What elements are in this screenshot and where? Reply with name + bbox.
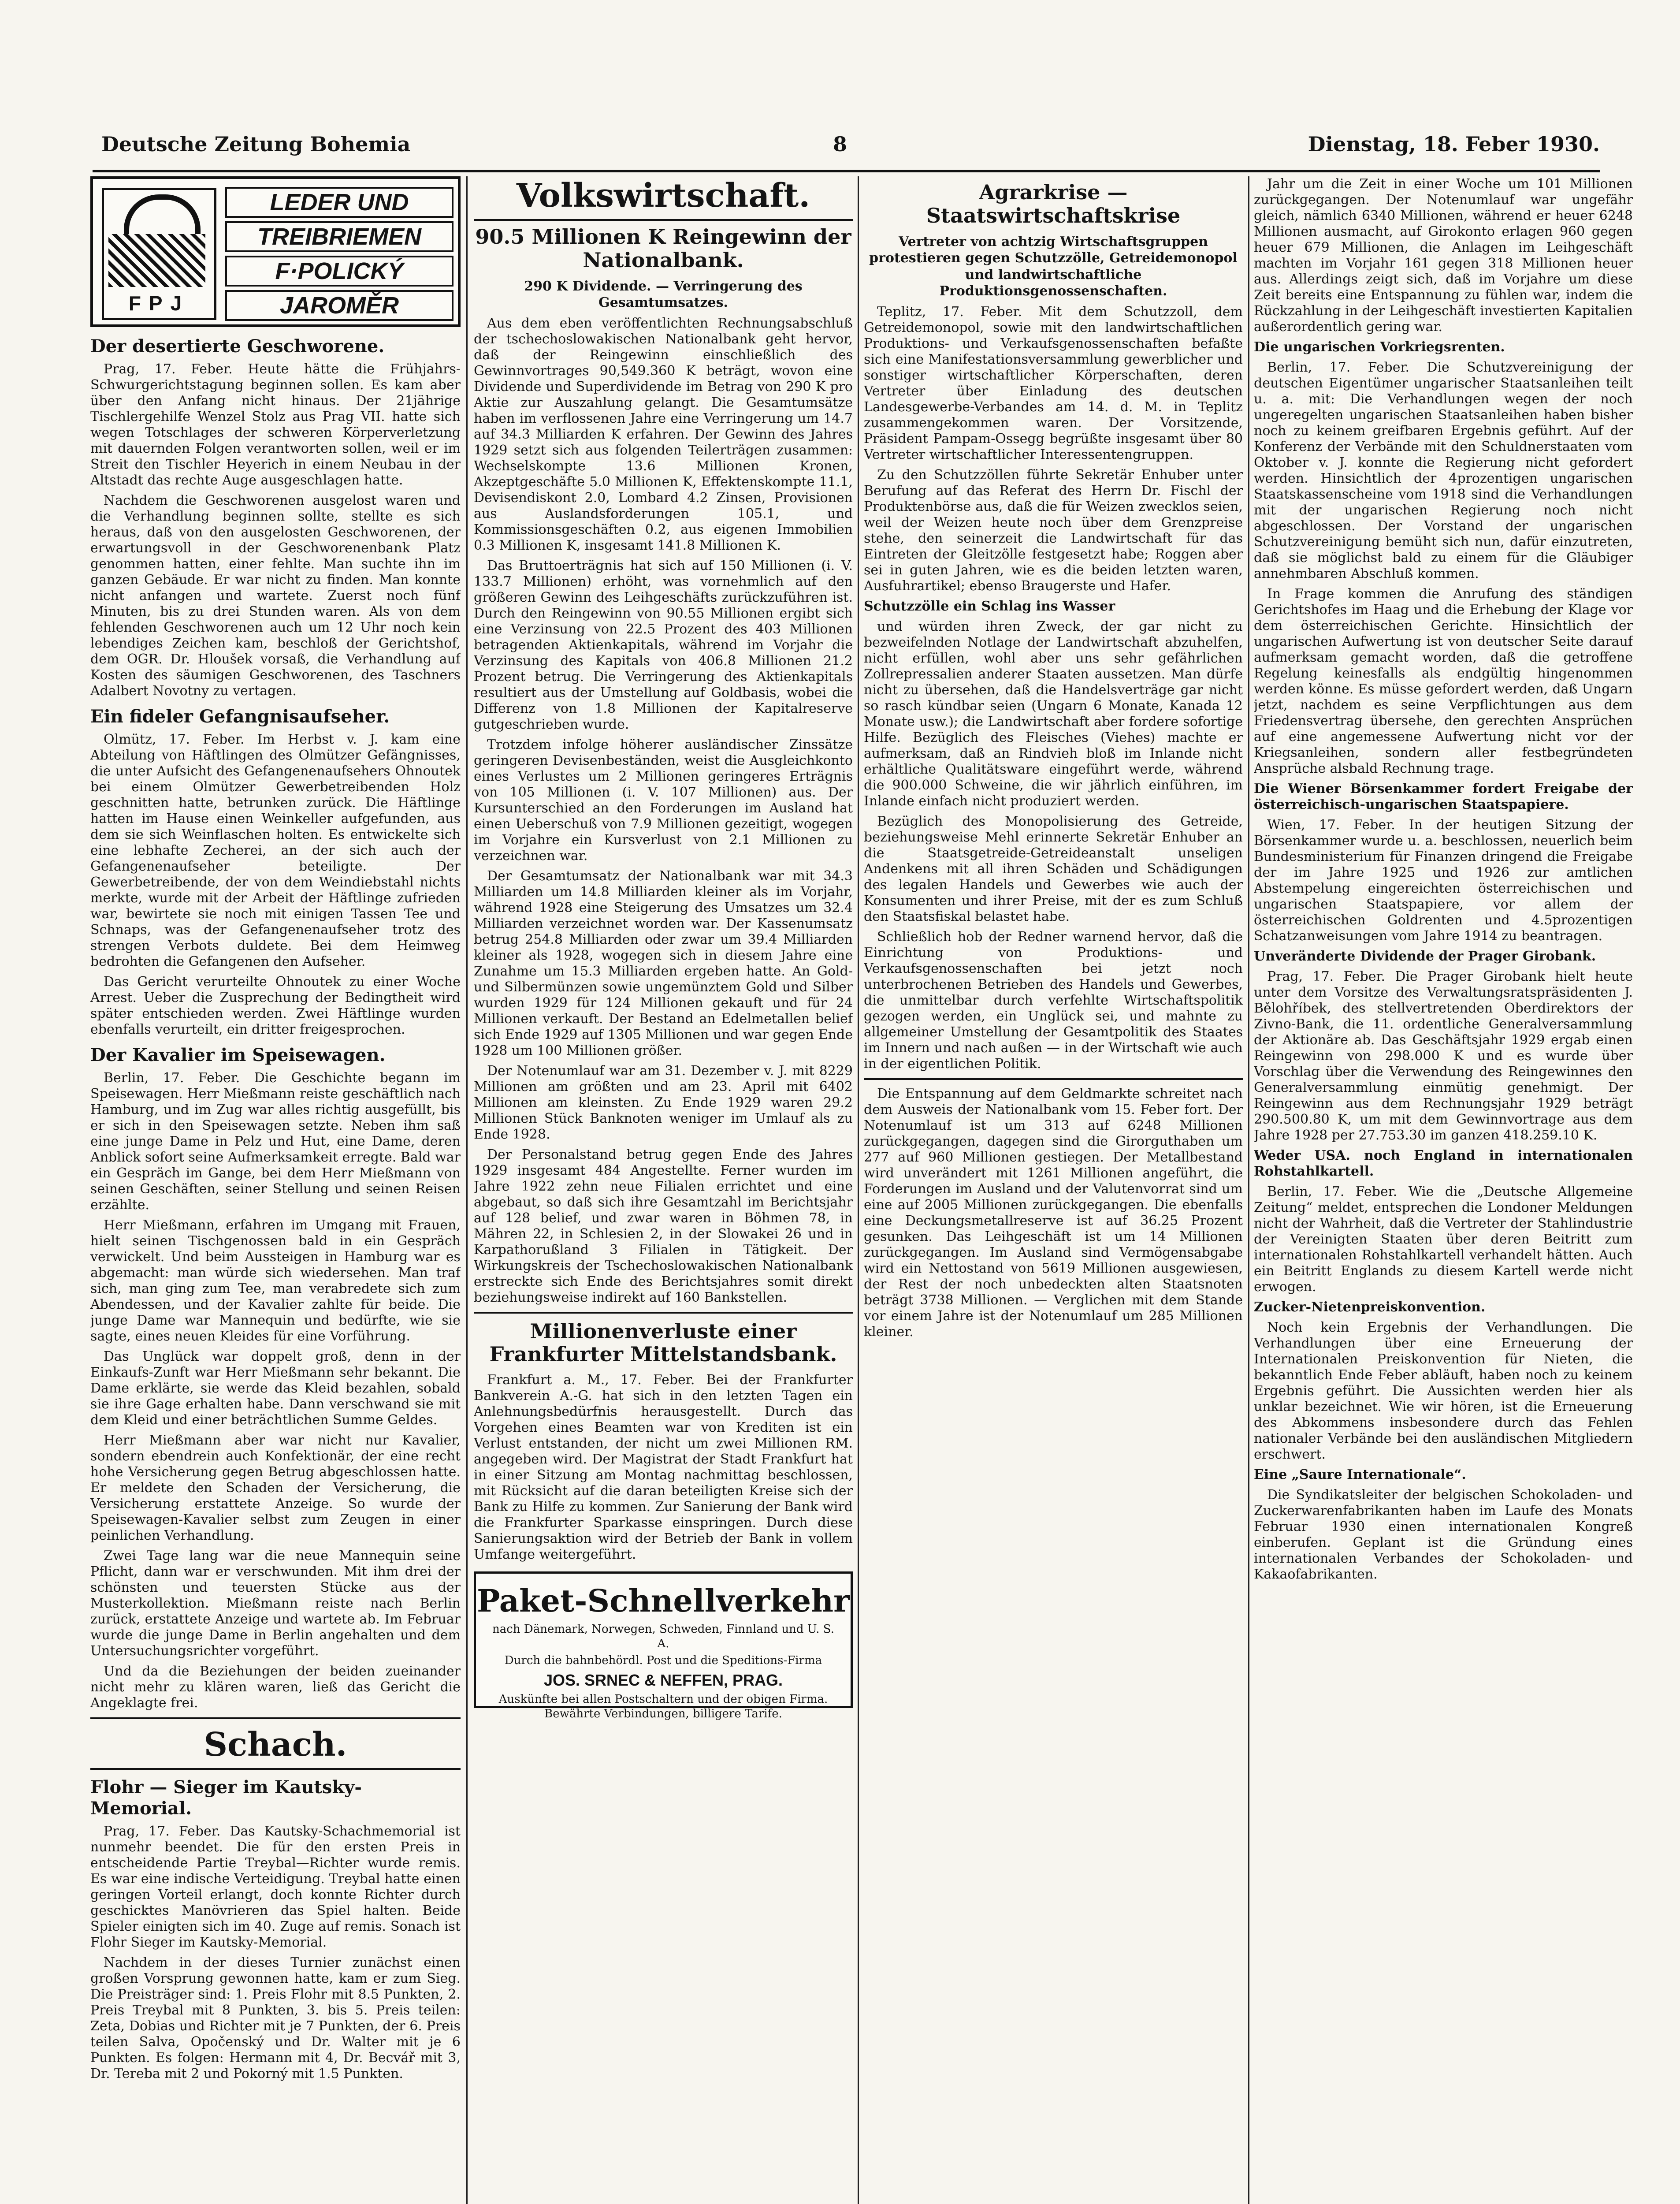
article-paragraph: Olmütz, 17. Feber. Im Herbst v. J. kam eine Abteilung von Häftlingen des Olmützer Gefängnisses, die unter Aufsicht des Gefangenenaufsehers Ohnoutek bei einem Olmützer Gewerbetreibenden Holz geschnitten hatte, betrunken zurück. Die Häftlinge hatten im Hause einen Weinkeller aufgefunden, aus dem sie sich Weinflaschen holten. Es entwickelte sich eine lebhafte Zecherei, an der sich auch der Gefangenenaufseher beteiligte. Der Gewerbetreibende, der von dem Weindiebstahl nichts merkte, wurde mit der Arbeit der Häftlinge zufrieden war, bewirtete sie noch mit einigen Tassen Tee und Schnaps, was der Gefangenenaufseher trotz des strengen Verbots duldete. Bei dem Heimweg bedrohten die Gefangenen den Aufseher. <box>90 732 461 969</box>
header-rule <box>93 170 1600 172</box>
article-subheading: Zucker-Nietenpreiskonvention. <box>1254 1299 1486 1315</box>
article-paragraph: Noch kein Ergebnis der Verhandlungen. Die Verhandlungen über eine Erneuerung der Internationalen Preiskonvention für Nieten, die bekanntlich Ende Feber abläuft, haben noch zu keinem Ergebnis geführt. Die Aussichten werden hier als unklar bezeichnet. Wie wir hören, ist die Erneuerung des Abkommens insbesondere durch das Fehlen nationaler Verbände bei den ausländischen Mitgliedern erschwert. <box>1254 1320 1633 1462</box>
section-title-chess: Schach. <box>90 1725 461 1770</box>
ad-line: Auskünfte bei allen Postschaltern und der obigen Firma. Bewährte Verbindungen, billigere Tarife. <box>498 1693 828 1720</box>
article-paragraph: Herr Mießmann, erfahren im Umgang mit Frauen, hielt seinen Tischgenossen bald in ein Gespräch verwickelt. Und beim Aussteigen in Hamburg war es abgemacht: man würde sich wiedersehen. Man traf sich, man ging zum Tee, man verabredete sich zum Abendessen, und der Kavalier zahlte für beide. Die junge Dame war Mannequin und bedürfte, wie sie sagte, eines neuen Kleides für eine Vorführung. <box>90 1217 461 1344</box>
article-headline: 90.5 Millionen K Reingewinn der Nationalbank. <box>475 224 851 272</box>
ad-line: nach Dänemark, Norwegen, Schweden, Finnland und U. S. A. <box>492 1623 834 1650</box>
article-paragraph: Zu den Schutzzöllen führte Sekretär Enhuber unter Berufung auf das Referat des Herrn Dr. Fischl der Produktenbörse aus, daß die für Weizen zwecklos seien, weil der Weizen heute noch über dem Grenzpreise stehe, den seinerzeit die Landwirtschaft für das Eintreten der Gleitzölle festgesetzt habe; Roggen aber sei in guten Jahren, wie es die beiden letzten waren, Ausfuhrartikel; ebenso Braugerste und Hafer. <box>864 467 1243 594</box>
article-paragraph: Berlin, 17. Feber. Wie die „Deutsche Allgemeine Zeitung“ meldet, entsprechen die Londoner Meldungen nicht der Wahrheit, daß die Vertreter der Stahlindustrie der Vereinigten Staaten über deren Beitritt zum internationalen Rohstahlkartell verhandelt hätten. Auch ein Beitritt Englands zu diesem Kartell werde nicht erwogen. <box>1254 1184 1633 1295</box>
article-paragraph: Nachdem die Geschworenen ausgelost waren und die Verhandlung beginnen sollte, stellte es sich heraus, daß von den ausgelosten Geschworenen, der erwartungsvoll in der Geschworenenbank Platz genommen hatten, einer fehlte. Man suchte ihn im ganzen Gebäude. Er war nicht zu finden. Man konnte nicht anfangen und wartete. Zuerst noch fünf Minuten, bis zu drei Stunden waren. Als von dem fehlenden Geschworenen auch um 12 Uhr noch kein lebendiges Zeichen kam, beschloß der Gerichtshof, dem OGR. Dr. Hloušek vorsaß, die Verhandlung auf Kosten des säumigen Geschworenen, des Taschners Adalbert Novotny zu vertagen. <box>90 493 461 699</box>
article-subheading: Eine „Saure Internationale“. <box>1254 1467 1466 1482</box>
article-headline: Millionenverluste einer Frankfurter Mittelstandsbank. <box>489 1319 837 1366</box>
article-paragraph: Prag, 17. Feber. Das Kautsky-Schachmemorial ist nunmehr beendet. Die für den ersten Preis in entscheidende Partie Treybal—Richter wurde remis. Es war eine indische Verteidigung. Treybal hatte einen geringen Vorteil erlangt, doch konnte Richter durch geschicktes Manövrieren das Spiel halten. Beide Spieler einigten sich im 40. Zuge auf remis. Sonach ist Flohr Sieger im Kautsky-Memorial. <box>90 1823 461 1950</box>
article-paragraph: Prag, 17. Feber. Heute hätte die Frühjahrs-Schwurgerichtstagung beginnen sollen. Es kam aber über den Anfang nicht hinaus. Der 21jährige Tischlergehilfe Wenzel Stolz aus Prag VII. hatte sich wegen Totschlages der schweren Körperverletzung mit dauernden Folgen verantworten sollen, weil er im Streit den Tischler Heyerich in einem Neubau in der Altstadt das rechte Auge ausgeschlagen hatte. <box>90 361 461 488</box>
advertisement-leder <box>90 176 461 327</box>
article-lead: 290 K Dividende. — Verringerung des Gesamtumsatzes. <box>524 278 803 311</box>
article-paragraph: Die Syndikatsleiter der belgischen Schokoladen- und Zuckerwarenfabrikanten haben im Laufe des Monats Februar 1930 einen internationalen Kongreß einberufen. Geplant ist die Gründung eines internationalen Verbandes der Schokoladen- und Kakaofabrikanten. <box>1254 1487 1633 1582</box>
article-paragraph: Schließlich hob der Redner warnend hervor, daß die Einrichtung von Produktions- und Verkaufsgenossenschaften bei jetzt noch unterbrochenen Betrieben des Handels und Gewerbes, die unmittelbar durch verfehlte Wirtschaftspolitik gezogen werden, ein Unglück sei, und mahnte zu allgemeiner Umstellung der Gesamtpolitik des Staates im Innern und nach außen — in der Wirtschaft wie auch in der eigentlichen Politik. <box>864 929 1243 1072</box>
ad-line: F·POLICKÝ <box>225 256 453 287</box>
ad-line: Durch die bahnbehördl. Post und die Speditions-Firma <box>504 1654 822 1668</box>
article-headline: Der desertierte Geschworene. <box>90 336 385 357</box>
article-paragraph: Und da die Beziehungen der beiden zueinander nicht mehr zu klären waren, ließ das Gericht die Angeklagte frei. <box>90 1664 461 1711</box>
article-paragraph: Aus dem eben veröffentlichten Rechnungsabschluß der tschechoslowakischen Nationalbank geht hervor, daß der Reingewinn einschließlich des Gewinnvortrages 90,549.360 K beträgt, wovon eine Dividende und Superdividende im Betrag von 290 K pro Aktie zur Auszahlung gelangt. Die Gesamtumsätze haben im verflossenen Jahre eine Verringerung um 14.7 auf 34.3 Milliarden K erfahren. Der Gewinn des Jahres 1929 setzt sich aus folgenden Teilerträgen zusammen: Wechselskompte 13.6 Millionen Kronen, Akzeptgeschäfte 5.0 Millionen K, Effektenskompte 11.1, Devisendiskont 2.0, Lombard 4.2 Zinsen, Provisionen aus Auslandsforderungen 105.1, und Kommissionsgeschäften 0.2, aus eigenen Immobilien 0.3 Millionen K, insgesamt 141.8 Millionen K. <box>474 315 853 553</box>
page-header <box>101 132 1600 163</box>
column-rule <box>858 176 859 2204</box>
article-headline: Ein fideler Gefangnisaufseher. <box>90 706 390 727</box>
section-divider <box>864 1078 1243 1080</box>
advertisement-paket <box>474 1571 853 1720</box>
article-paragraph: In Frage kommen die Anrufung des ständigen Gerichtshofes im Haag und die Erhebung der Klage vor dem österreichischen Gerichte. Hinsichtlich der ungarischen Aufwertung ist von deutscher Seite darauf aufmerksam gemacht worden, daß die getroffene Regelung keinesfalls als endgültig hingenommen werden könne. Es müsse gefordert werden, daß Ungarn jetzt, nachdem es seine Verpflichtungen aus dem Friedensvertrag übersehe, den gerechten Ansprüchen auf eine angemessene Aufwertung nicht vor der Kriegsanleihen, sondern aller festbegründeten Ansprüche alsbald Rechnung trage. <box>1254 586 1633 776</box>
article-headline: Der Kavalier im Speisewagen. <box>90 1045 386 1065</box>
article-paragraph: Nachdem in der dieses Turnier zunächst einen großen Vorsprung gewonnen hatte, kam er zum Sieg. Die Preisträger sind: 1. Preis Flohr mit 8.5 Punkten, 2. Preis Treybal mit 8 Punkten, 3. bis 5. Preis teilen: Zeta, Dobias und Richter mit je 7 Punkten, der 6. Preis teilen Salva, Opočenský und Dr. Walter mit je 6 Punkten. Es folgen: Hermann mit 4, Dr. Becvář mit 3, Dr. Tereba mit 2 und Pokorný mit 1.5 Punkten. <box>90 1955 461 2081</box>
section-divider <box>90 1717 461 1719</box>
article-headline: Flohr — Sieger im Kautsky-Memorial. <box>90 1776 362 1819</box>
article-headline: Agrarkrise — Staatswirtschaftskrise <box>926 180 1181 227</box>
article-paragraph: Bezüglich des Monopolisierung des Getreide, beziehungsweise Mehl erinnerte Sekretär Enhuber an die Staatsgetreide-Getreideanstalt unseligen Andenkens mit all ihren Schäden und Schädigungen des legalen Handels und Gewerbes wie auch der Konsumenten und ihrer Preise, mit der es zum Schluß den Staatsfiskal belastet habe. <box>864 813 1243 924</box>
header-page-number: 8 <box>833 132 847 156</box>
article-paragraph: Der Gesamtumsatz der Nationalbank war mit 34.3 Milliarden um 14.8 Milliarden kleiner als im Vorjahr, während 1928 eine Steigerung des Umsatzes um 32.4 Milliarden verzeichnet worden war. Der Kassenumsatz betrug 254.8 Milliarden oder zwar um 39.4 Milliarden kleiner als 1928, wogegen sich in diesem Jahre eine Zunahme um 15.3 Milliarden ergeben hatte. An Gold- und Silbermünzen sowie ungemünztem Gold und Silber wurden 1929 für 124 Millionen gekauft und für 24 Millionen verkauft. Der Bestand an Edelmetallen belief sich Ende 1929 auf 1305 Millionen und war gegen Ende 1928 um 100 Millionen größer. <box>474 868 853 1058</box>
column-4 <box>1254 176 1633 2204</box>
article-paragraph: Trotzdem infolge höherer ausländischer Zinssätze geringeren Devisenbeständen, weist die Ausgleichkonto eines Verlustes um 2 Millionen geringeres Erträgnis von 105 Millionen (i. V. 107 Millionen) aus. Der Kursunterschied an den Forderungen im Ausland hat einen Ueberschuß von 7.9 Millionen gezeitigt, wogegen im Vorjahre ein Kursverlust von 2.1 Millionen zu verzeichnen war. <box>474 737 853 864</box>
ad-company: JOS. SRNEC & NEFFEN, PRAG. <box>543 1671 783 1689</box>
article-subheading: Schutzzölle ein Schlag ins Wasser <box>864 598 1115 614</box>
article-paragraph: Jahr um die Zeit in einer Woche um 101 Millionen zurückgegangen. Der Notenumlauf war ungefähr gleich, nämlich 6340 Millionen, während er heuer 6248 Millionen ausmacht, auf Girokonto erlagen 960 gegen heuer 679 Millionen, die Anlagen im Leihgeschäft machten im Vorjahr 161 gegen 318 Millionen heuer aus. Allerdings zeigt sich, daß im Vorjahre um diese Zeit bereits eine Entspannung zu fühlen war, indem die Rückzahlung in der Leihgeschäft investierten Kapitalien außerordentlich gering war. <box>1254 176 1633 335</box>
column-rule <box>1248 176 1249 2204</box>
ad-line: LEDER UND <box>225 187 453 218</box>
article-paragraph: Das Gericht verurteilte Ohnoutek zu einer Woche Arrest. Ueber die Zusprechung der Bedingtheit wird später entschieden werden. Zwei Häftlinge wurden ebenfalls verurteilt, ein dritter freigesprochen. <box>90 974 461 1037</box>
article-paragraph: Das Bruttoerträgnis hat sich auf 150 Millionen (i. V. 133.7 Millionen) erhöht, was vornehmlich auf den größeren Gewinn des Leihgeschäfts zurückzuführen ist. Durch den Reingewinn von 90.55 Millionen ergibt sich eine Verzinsung von 22.5 Prozent des 403 Millionen betragenden Aktienkapitals, während im Vorjahr die Verzinsung des Kapitals von 406.8 Millionen 21.2 Prozent betrug. Die Verringerung des Aktienkapitals resultiert aus der Umstellung auf Goldbasis, wobei die Differenz von 1.8 Millionen der Kapitalreserve gutgeschrieben wurde. <box>474 558 853 732</box>
column-2 <box>474 176 853 2204</box>
article-paragraph: Berlin, 17. Feber. Die Geschichte begann im Speisewagen. Herr Mießmann reiste geschäftlich nach Hamburg, und im Zug war alles richtig ausgefüllt, bis er sich in den Speisewagen setzte. Neben ihm saß eine junge Dame in Pelz und Hut, eine Dame, deren Anblick sofort seine Aufmerksamkeit erregte. Bald war ein Gespräch im Gange, bei dem Herr Mießmann von seinen Geschäften, seiner Stellung und seinen Reisen erzählte. <box>90 1070 461 1213</box>
article-paragraph: Berlin, 17. Feber. Die Schutzvereinigung der deutschen Eigentümer ungarischer Staatsanleihen teilt u. a. mit: Die Verhandlungen wegen der noch ungeregelten ungarischen Staatsanleihen haben bisher noch zu keinem greifbaren Ergebnis geführt. Auf der Konferenz der Verbände mit den Schuldnerstaaten vom Oktober v. J. konnte die Regierung nicht gefordert werden. Hinsichtlich der 4prozentigen ungarischen Staatskassenscheine vom 1918 sind die Verhandlungen mit der ungarischen Regierung noch nicht abgeschlossen. Der Vorstand der ungarischen Schutzvereinigung bemüht sich nun, dafür einzutreten, daß sie möglichst bald zu einem für die Gläubiger annehmbaren Abschluß kommen. <box>1254 360 1633 581</box>
article-paragraph: Wien, 17. Feber. In der heutigen Sitzung der Börsenkammer wurde u. a. beschlossen, neuerlich beim Bundesministerium für Finanzen dringend die Freigabe der im Jahre 1925 und 1926 zur amtlichen Abstempelung eingereichten österreichischen und ungarischen Staatspapiere, vor allem der österreichischen Goldrenten und 4.5prozentigen Schatzanweisungen vom Jahre 1914 zu beantragen. <box>1254 817 1633 944</box>
article-lead: Vertreter von achtzig Wirtschaftsgruppen protestieren gegen Schutzzölle, Getreidemonopol und landwirtschaftliche Produktionsgenossenschaften. <box>869 234 1238 299</box>
article-paragraph: und würden ihren Zweck, der gar nicht zu bezweifelnden Notlage der Landwirtschaft abzuhelfen, nicht erfüllen, wohl aber uns sehr gefährlichen Zollrepressalien anderer Staaten aussetzen. Man dürfe nicht zu übersehen, daß die Handelsverträge gar nicht so rasch kündbar seien (Ungarn 6 Monate, Kanada 12 Monate usw.); die Landwirtschaft aber fordere sofortige Hilfe. Bezüglich des Fleisches (Viehes) machte er aufmerksam, daß an Rindvieh bloß im Inlande nicht erhältliche Qualitätsware eingeführt werde, während die 900.000 Schweine, die wir jährlich einführen, im Inlande einfach nicht produziert werden. <box>864 618 1243 809</box>
article-paragraph: Der Personalstand betrug gegen Ende des Jahres 1929 insgesamt 484 Angestellte. Ferner wurden im Jahre 1922 zehn neue Filialen errichtet und eine abgebaut, so daß sich ihre Gesamtzahl im Berichtsjahr auf 128 belief, und zwar waren in Böhmen 78, in Mähren 22, in Schlesien 2, in der Slowakei 26 und in Karpathorußland 3 Filialen in Tätigkeit. Der Wirkungskreis der Tschechoslowakischen Nationalbank erstreckte sich Ende des Berichtsjahres somit direkt beziehungsweise indirekt auf 160 Bankstellen. <box>474 1147 853 1305</box>
article-paragraph: Prag, 17. Feber. Die Prager Girobank hielt heute unter dem Vorsitze des Verwaltungsratspräsidenten J. Bělohříbek, des stellvertretenden Oberdirektors der Zivno-Bank, die 11. ordentliche Generalversammlung der Aktionäre ab. Das Geschäftsjahr 1929 ergab einen Reingewinn von 298.000 K und es wurde über Vorschlag über die Verwendung des Reingewinnes den Generalversammlung einmütig genehmigt. Der Reingewinn aus dem Rechnungsjahr 1929 beträgt 290.500.80 K, um mit dem Gewinnvortrage aus dem Jahre 1928 per 27.753.30 im ganzen 418.259.10 K. <box>1254 969 1633 1143</box>
article-paragraph: Der Notenumlauf war am 31. Dezember v. J. mit 8229 Millionen am größten und am 23. April mit 6402 Millionen am kleinsten. Zu Ende 1929 waren 29.2 Millionen Stück Banknoten weniger im Umlauf als zu Ende 1928. <box>474 1063 853 1142</box>
article-paragraph: Herr Mießmann aber war nicht nur Kavalier, sondern ebendrein auch Konfektionär, der eine recht hohe Versicherung gegen Betrug abgeschlossen hatte. Er meldete den Schaden der Versicherung, die Versicherung erstattete Anzeige. So wurde der Speisewagen-Kavalier selbst zum Zeugen in einer peinlichen Verhandlung. <box>90 1433 461 1543</box>
article-subheading: Unveränderte Dividende der Prager Girobank. <box>1254 949 1596 964</box>
ad-title: Paket-Schnellverkehr <box>476 1582 850 1619</box>
bag-logo-icon <box>102 188 216 320</box>
article-paragraph: Zwei Tage lang war die neue Mannequin seine Pflicht, dann war er verschwunden. Mit ihm drei der schönsten und teuersten Stücke aus der Musterkollektion. Mießmann reiste nach Berlin zurück, erstattete Anzeige und wartete ab. Im Februar wurde die junge Dame in Berlin angehalten und dem Untersuchungsrichter vorgeführt. <box>90 1548 461 1659</box>
article-subheading: Weder USA. noch England in internationalen Rohstahlkartell. <box>1254 1148 1633 1179</box>
column-3 <box>864 176 1243 2204</box>
column-1 <box>90 176 461 2204</box>
ad-line: TREIBRIEMEN <box>225 221 453 252</box>
header-date: Dienstag, 18. Feber 1930. <box>1308 132 1600 156</box>
header-masthead: Deutsche Zeitung Bohemia <box>101 132 411 156</box>
column-rule <box>466 176 468 2204</box>
article-subheading: Die Wiener Börsenkammer fordert Freigabe der österreichisch-ungarischen Staatspapiere. <box>1254 781 1633 812</box>
article-paragraph: Frankfurt a. M., 17. Feber. Bei der Frankfurter Bankverein A.-G. hat sich in den letzten Tagen ein Anlehnungsbedürfnis herausgestellt. Durch das Vorgehen eines Beamten war von Krediten ist ein Verlust entstanden, der nicht um zwei Millionen RM. angegeben wird. Der Magistrat der Stadt Frankfurt hat in einer Sitzung am Montag nachmittag beschlossen, mit Rücksicht auf die daran beteiligten Kreise sich der Bank zu Hilfe zu kommen. Zur Sanierung der Bank wird die Frankfurter Sparkasse einspringen. Durch diese Sanierungsaktion wird der Betrieb der Bank in vollem Umfange weitergeführt. <box>474 1372 853 1563</box>
logo-monogram: FPJ <box>128 291 190 315</box>
article-paragraph: Die Entspannung auf dem Geldmarkte schreitet nach dem Ausweis der Nationalbank vom 15. Feber fort. Der Notenumlauf ist um 313 auf 6248 Millionen zurückgegangen, dagegen sind die Girorguthaben um 277 auf 960 Millionen gestiegen. Der Metallbestand wird unverändert mit 1261 Millionen angeführt, die Forderungen im Ausland und der Valutenvorrat sind um eine auf 2005 Millionen zurückgegangen. Die ebenfalls eine Deckungsmetallreserve ist auf 36.25 Prozent gesunken. Das Leihgeschäft ist um 14 Millionen zurückgegangen. Im Ausland sind Vermögensabgabe wird ein Nettostand von 5619 Millionen ausgewiesen, der Rest der noch unbedeckten alten Staatsnoten beträgt 3738 Millionen. — Verglichen mit dem Stande vor einem Jahre ist der Notenumlauf um 285 Millionen kleiner. <box>864 1086 1243 1340</box>
article-paragraph: Das Unglück war doppelt groß, denn in der Einkaufs-Zunft war Herr Mießmann sehr bekannt. Die Dame erklärte, sie werde das Kleid bezahlen, sobald sie ihre Gage erhalten habe. Dann verschwand sie mit dem Kleid und einer beträchtlichen Summe Geldes. <box>90 1349 461 1428</box>
article-subheading: Die ungarischen Vorkriegsrenten. <box>1254 339 1505 355</box>
article-paragraph: Teplitz, 17. Feber. Mit dem Schutzzoll, dem Getreidemonopol, sowie mit den landwirtschaftlichen Produktions- und Verkaufsgenossenschaften befaßte sich eine Manifestationsversammlung gewerblicher und sonstiger wirtschaftlicher Körperschaften, deren Vertreter über Einladung des deutschen Landesgewerbe-Verbandes am 14. d. M. in Teplitz zusammengekommen waren. Der Vorsitzende, Präsident Pampam-Ossegg begrüßte insgesamt über 80 Vertreter wirtschaftlicher Interessentengruppen. <box>864 304 1243 462</box>
section-divider <box>474 1312 853 1314</box>
ad-line: JAROMĚR <box>225 290 453 321</box>
section-title-economy: Volkswirtschaft. <box>474 176 853 221</box>
